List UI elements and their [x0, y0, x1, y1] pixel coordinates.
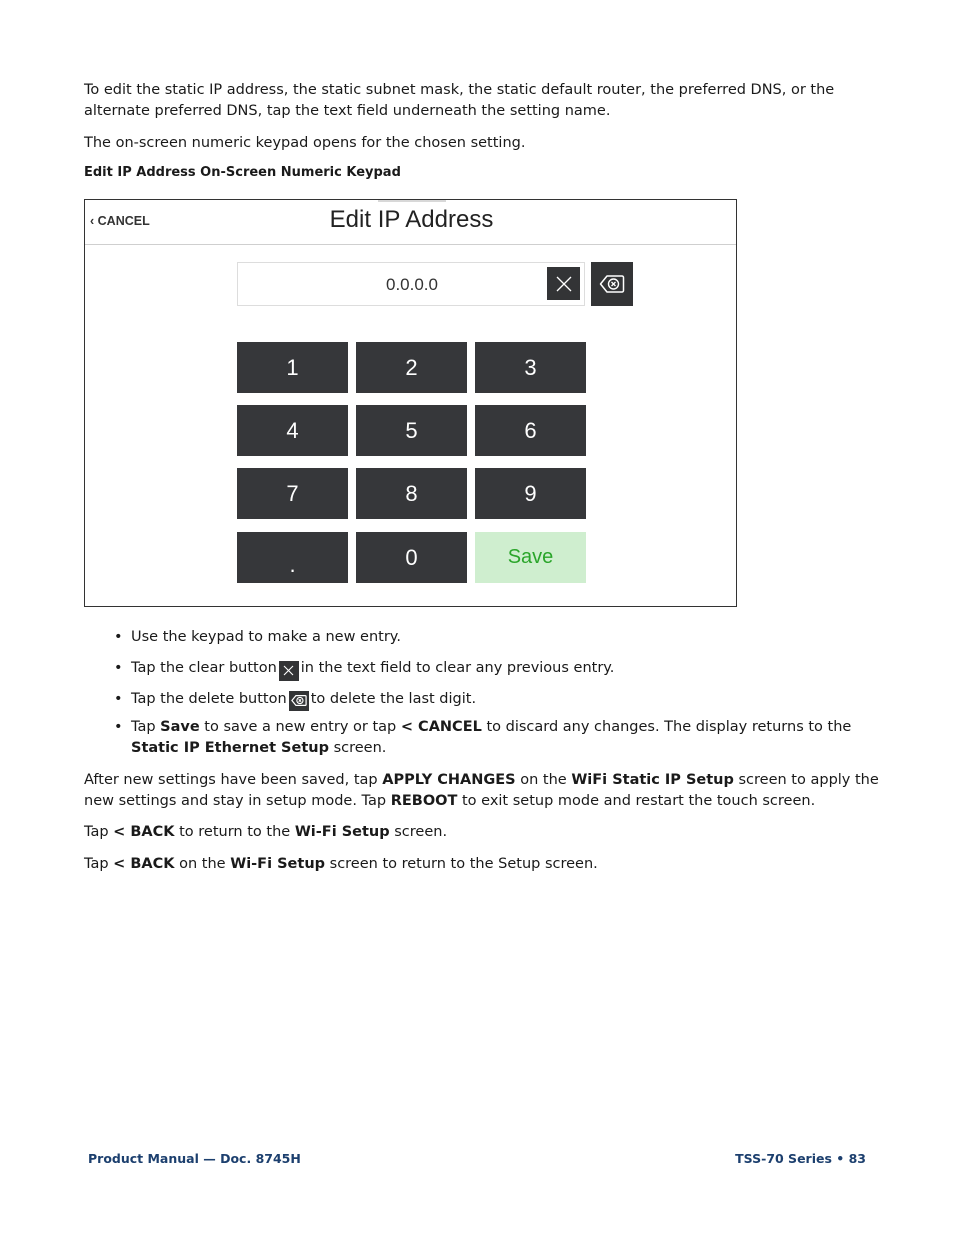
- paragraph-text: screen to return to the Setup screen.: [325, 856, 598, 872]
- clear-button[interactable]: [547, 267, 580, 300]
- screen-title-text: Edit IP Address: [329, 206, 494, 233]
- list-item-text: to delete the last digit.: [310, 691, 477, 707]
- ip-address-value: 0.0.0.0: [386, 275, 438, 294]
- list-item-text: in the text field to clear any previous entry.: [300, 660, 615, 676]
- cancel-term: < CANCEL: [400, 719, 482, 735]
- wifi-setup-term: Wi-Fi Setup: [294, 824, 390, 840]
- close-icon: [556, 276, 572, 292]
- paragraph-text: After new settings have been saved, tap: [84, 772, 383, 788]
- clear-button-inline: [279, 661, 299, 681]
- footer-left: Product Manual — Doc. 8745H: [88, 1151, 301, 1166]
- list-item: [112, 717, 891, 759]
- list-item-text: Tap the delete button: [131, 691, 287, 707]
- screen-title: [85, 206, 736, 234]
- reboot-term: REBOOT: [390, 793, 458, 809]
- paragraph-text: to exit setup mode and restart the touch screen.: [457, 793, 816, 809]
- list-item: [112, 658, 891, 681]
- paragraph-text: on the: [515, 772, 572, 788]
- list-item-text: Use the keypad to make a new entry.: [131, 629, 401, 645]
- paragraph-text: Tap: [84, 824, 114, 840]
- key-0[interactable]: 0: [356, 532, 467, 583]
- key-8[interactable]: 8: [356, 468, 467, 519]
- screen-header: [85, 200, 736, 245]
- key-3[interactable]: 3: [475, 342, 586, 393]
- paragraph-text: to return to the: [174, 824, 295, 840]
- key-9[interactable]: 9: [475, 468, 586, 519]
- key-dot[interactable]: .: [237, 532, 348, 583]
- key-2[interactable]: 2: [356, 342, 467, 393]
- save-button[interactable]: Save: [475, 532, 586, 583]
- after-save-paragraph: [84, 770, 884, 812]
- edit-ip-screen: [84, 199, 737, 607]
- cancel-button[interactable]: ‹ CANCEL: [90, 214, 150, 228]
- list-item-text: screen.: [328, 740, 387, 756]
- apply-changes-term: APPLY CHANGES: [382, 772, 516, 788]
- list-item-text: Tap the clear button: [131, 660, 277, 676]
- delete-button[interactable]: [591, 262, 633, 306]
- keypad-intro-paragraph: The on-screen numeric keypad opens for the chosen setting.: [84, 135, 526, 151]
- list-item-text: to save a new entry or tap: [199, 719, 401, 735]
- wifi-static-term: WiFi Static IP Setup: [571, 772, 734, 788]
- backspace-icon: [291, 694, 307, 707]
- close-icon: [283, 665, 294, 676]
- screen-term: Static IP Ethernet Setup: [131, 740, 329, 756]
- paragraph-text: Tap: [84, 856, 114, 872]
- intro-paragraph: To edit the static IP address, the static subnet mask, the static default router, the preferred DNS, or the alternate preferred DNS, tap the text field underneath the setting name.: [84, 82, 835, 119]
- list-item-text: Tap: [131, 719, 161, 735]
- paragraph-text: screen to apply the new settings and stay in setup mode. Tap: [84, 772, 879, 809]
- back-paragraph-1: [84, 822, 884, 843]
- save-term: Save: [160, 719, 200, 735]
- delete-button-inline: [289, 691, 309, 711]
- backspace-icon: [599, 274, 625, 294]
- back-term: < BACK: [113, 824, 175, 840]
- back-paragraph-2: [84, 854, 884, 875]
- ip-address-field[interactable]: [237, 262, 585, 306]
- key-6[interactable]: 6: [475, 405, 586, 456]
- key-4[interactable]: 4: [237, 405, 348, 456]
- figure-caption: Edit IP Address On-Screen Numeric Keypad: [84, 165, 401, 180]
- paragraph-text: on the: [174, 856, 231, 872]
- key-7[interactable]: 7: [237, 468, 348, 519]
- list-item-text: to discard any changes. The display returns to the: [481, 719, 852, 735]
- footer-right: TSS-70 Series • 83: [735, 1151, 866, 1166]
- paragraph-text: screen.: [389, 824, 448, 840]
- back-term: < BACK: [113, 856, 175, 872]
- key-1[interactable]: 1: [237, 342, 348, 393]
- wifi-setup-term: Wi-Fi Setup: [230, 856, 326, 872]
- list-item: [112, 689, 891, 711]
- key-5[interactable]: 5: [356, 405, 467, 456]
- list-item: [112, 627, 891, 648]
